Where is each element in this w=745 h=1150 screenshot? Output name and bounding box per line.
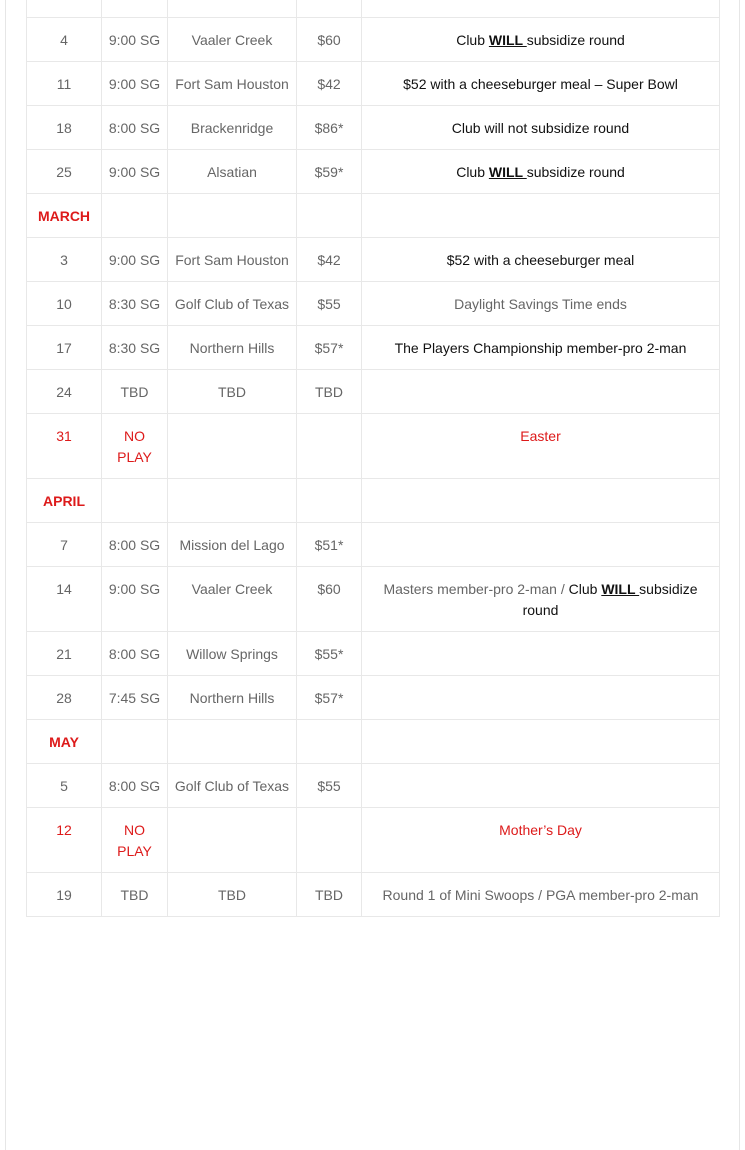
table-row [27, 282, 720, 326]
emphasis-will: WILL [601, 581, 640, 597]
table-row [27, 523, 720, 567]
price-cell: $55* [297, 632, 362, 676]
note-text: Club [456, 164, 489, 180]
note-cell [362, 873, 720, 917]
tee-time-cell: TBD [102, 873, 168, 917]
no-play-row [27, 414, 720, 479]
note-text: The Players Championship member-pro 2-man [394, 340, 687, 356]
price-cell: $42 [297, 62, 362, 106]
tee-time-cell: 7:45 SG [102, 676, 168, 720]
price-cell: TBD [297, 370, 362, 414]
date-cell: 12 [27, 808, 102, 873]
course-cell [168, 0, 297, 18]
price-cell: $60 [297, 18, 362, 62]
date-cell: MAY [27, 720, 102, 764]
table-row [27, 873, 720, 917]
price-cell [297, 720, 362, 764]
table-row [27, 370, 720, 414]
note-text: Club [456, 32, 489, 48]
price-cell: $42 [297, 238, 362, 282]
price-cell [297, 0, 362, 18]
month-header-row [27, 479, 720, 523]
course-cell: TBD [168, 370, 297, 414]
table-row [27, 0, 720, 18]
tee-time-cell: 8:00 SG [102, 523, 168, 567]
note-cell [362, 0, 720, 18]
tee-time-cell: TBD [102, 370, 168, 414]
date-cell: 28 [27, 676, 102, 720]
date-cell: 11 [27, 62, 102, 106]
price-cell: $86* [297, 106, 362, 150]
tee-time-cell [102, 194, 168, 238]
course-cell: Fort Sam Houston [168, 62, 297, 106]
course-cell: Golf Club of Texas [168, 764, 297, 808]
price-cell: $55 [297, 282, 362, 326]
month-header-row [27, 194, 720, 238]
date-cell: 3 [27, 238, 102, 282]
course-cell: Northern Hills [168, 326, 297, 370]
note-cell [362, 764, 720, 808]
emphasis-will: WILL [488, 32, 527, 48]
note-cell [362, 414, 720, 479]
month-header-row [27, 720, 720, 764]
table-row [27, 106, 720, 150]
course-cell: Mission del Lago [168, 523, 297, 567]
note-text: Daylight Savings Time ends [454, 296, 627, 312]
course-cell: TBD [168, 873, 297, 917]
note-cell [362, 632, 720, 676]
date-cell: 4 [27, 18, 102, 62]
note-cell [362, 326, 720, 370]
note-text: Club will not subsidize round [451, 120, 630, 136]
date-cell: 17 [27, 326, 102, 370]
date-cell: 14 [27, 567, 102, 632]
date-cell: 7 [27, 523, 102, 567]
date-cell: MARCH [27, 194, 102, 238]
note-cell [362, 808, 720, 873]
note-text: Mother’s Day [499, 822, 582, 838]
table-row [27, 62, 720, 106]
schedule-table [26, 0, 720, 917]
note-cell [362, 567, 720, 632]
course-cell: Vaaler Creek [168, 18, 297, 62]
note-cell [362, 106, 720, 150]
table-row [27, 238, 720, 282]
tee-time-cell: 8:00 SG [102, 106, 168, 150]
note-cell [362, 479, 720, 523]
note-text: Easter [520, 428, 561, 444]
date-cell: 19 [27, 873, 102, 917]
note-text: $52 with a cheeseburger meal [446, 252, 635, 268]
tee-time-cell: 9:00 SG [102, 238, 168, 282]
table-row [27, 676, 720, 720]
note-cell [362, 150, 720, 194]
note-text: subsidize round [526, 164, 625, 180]
emphasis-will: WILL [488, 164, 527, 180]
date-cell: 24 [27, 370, 102, 414]
course-cell [168, 194, 297, 238]
course-cell: Brackenridge [168, 106, 297, 150]
note-cell [362, 523, 720, 567]
date-cell: 10 [27, 282, 102, 326]
course-cell [168, 414, 297, 479]
price-cell [297, 808, 362, 873]
price-cell: $57* [297, 326, 362, 370]
note-text: subsidize round [522, 581, 698, 618]
note-text: $52 with a cheeseburger meal – Super Bowl [403, 76, 678, 92]
table-row [27, 567, 720, 632]
note-text: subsidize round [526, 32, 625, 48]
date-cell: 5 [27, 764, 102, 808]
price-cell: $55 [297, 764, 362, 808]
price-cell: $59* [297, 150, 362, 194]
date-cell: APRIL [27, 479, 102, 523]
tee-time-cell: 8:30 SG [102, 282, 168, 326]
date-cell: 31 [27, 414, 102, 479]
course-cell: Vaaler Creek [168, 567, 297, 632]
price-cell: TBD [297, 873, 362, 917]
date-cell: 25 [27, 150, 102, 194]
tee-time-cell [102, 720, 168, 764]
tee-time-cell [102, 0, 168, 18]
date-cell [27, 0, 102, 18]
table-row [27, 632, 720, 676]
course-cell [168, 479, 297, 523]
no-play-row [27, 808, 720, 873]
price-cell: $57* [297, 676, 362, 720]
tee-time-cell: NO PLAY [102, 414, 168, 479]
note-cell [362, 676, 720, 720]
note-cell [362, 194, 720, 238]
note-text: Masters member-pro 2-man / [383, 581, 569, 597]
note-cell [362, 238, 720, 282]
tee-time-cell: 8:00 SG [102, 764, 168, 808]
table-row [27, 764, 720, 808]
price-cell [297, 414, 362, 479]
tee-time-cell: 9:00 SG [102, 567, 168, 632]
course-cell: Fort Sam Houston [168, 238, 297, 282]
tee-time-cell: 9:00 SG [102, 150, 168, 194]
course-cell: Northern Hills [168, 676, 297, 720]
price-cell [297, 479, 362, 523]
note-cell [362, 720, 720, 764]
price-cell: $51* [297, 523, 362, 567]
tee-time-cell [102, 479, 168, 523]
note-cell [362, 370, 720, 414]
tee-time-cell: 8:30 SG [102, 326, 168, 370]
course-cell: Alsatian [168, 150, 297, 194]
note-cell [362, 282, 720, 326]
note-text: Club [568, 581, 602, 597]
tee-time-cell: NO PLAY [102, 808, 168, 873]
schedule-body [27, 0, 720, 917]
course-cell: Golf Club of Texas [168, 282, 297, 326]
table-row [27, 18, 720, 62]
tee-time-cell: 9:00 SG [102, 18, 168, 62]
tee-time-cell: 8:00 SG [102, 632, 168, 676]
price-cell: $60 [297, 567, 362, 632]
date-cell: 18 [27, 106, 102, 150]
table-row [27, 326, 720, 370]
note-cell [362, 62, 720, 106]
course-cell: Willow Springs [168, 632, 297, 676]
date-cell: 21 [27, 632, 102, 676]
tee-time-cell: 9:00 SG [102, 62, 168, 106]
note-cell [362, 18, 720, 62]
course-cell [168, 720, 297, 764]
table-row [27, 150, 720, 194]
note-text: Round 1 of Mini Swoops / PGA member-pro 2-man [382, 887, 699, 903]
course-cell [168, 808, 297, 873]
price-cell [297, 194, 362, 238]
